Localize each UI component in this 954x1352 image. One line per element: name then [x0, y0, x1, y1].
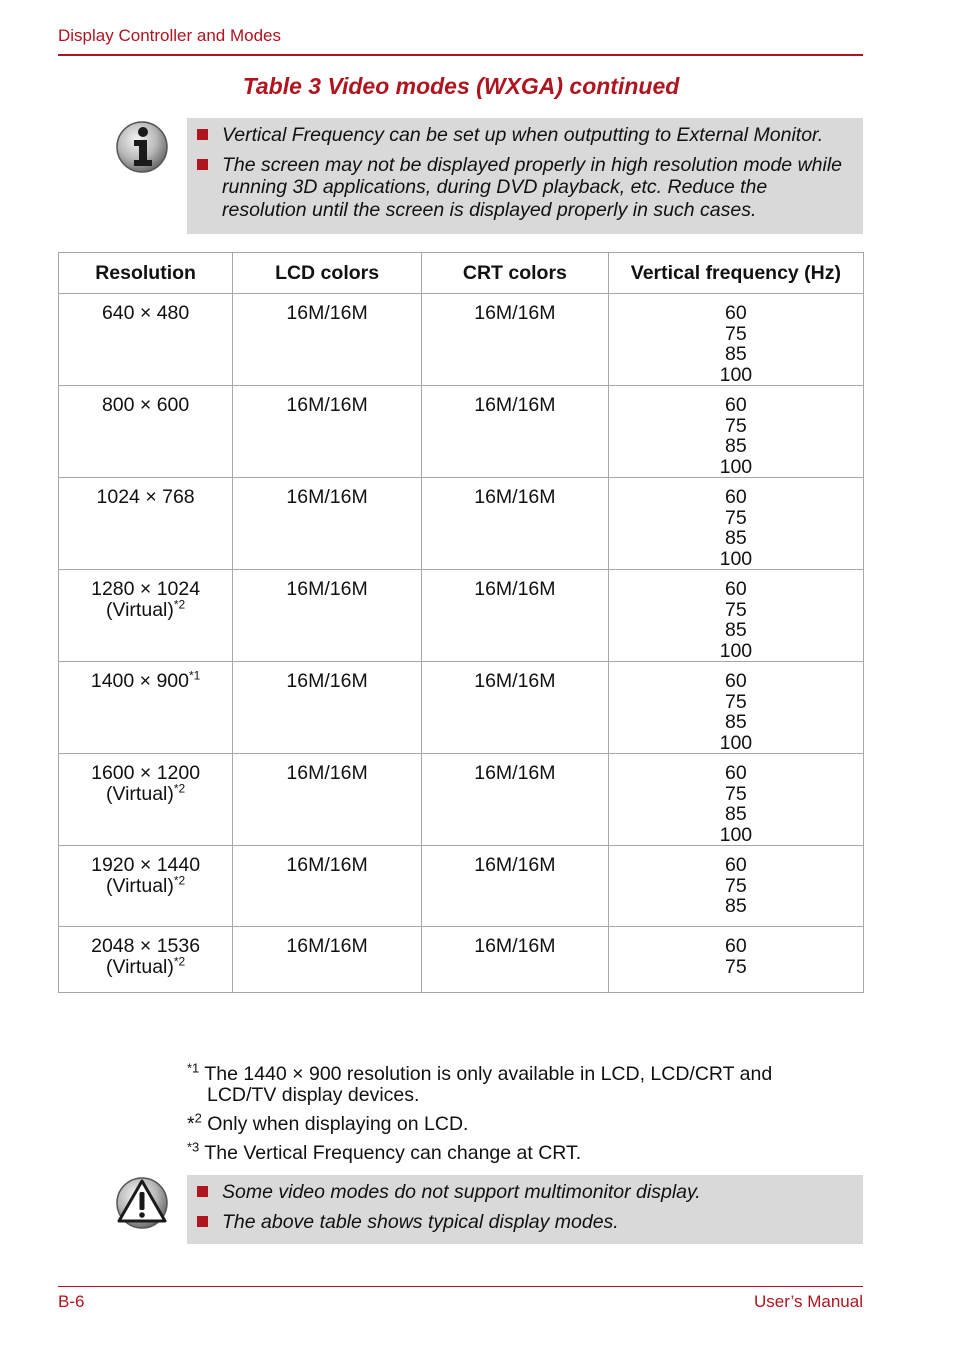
- resolution-value: 1280 × 1024: [91, 578, 201, 600]
- header-vertical-frequency: Vertical frequency (Hz): [608, 253, 863, 294]
- resolution-line: [59, 579, 232, 600]
- info-note-item: [195, 124, 853, 147]
- resolution-value: 1400 × 900: [90, 670, 189, 692]
- table-row: [59, 570, 864, 662]
- resolution-value: 1600 × 1200: [91, 762, 201, 784]
- frequency-value: 60: [725, 486, 747, 508]
- cell-resolution: [59, 662, 233, 754]
- footnote-ref: *2: [173, 597, 186, 611]
- resolution-value: 1920 × 1440: [91, 854, 201, 876]
- cell-resolution: [59, 478, 233, 570]
- table-row: [59, 294, 864, 386]
- resolution-value: 640 × 480: [101, 302, 190, 324]
- running-header: Display Controller and Modes: [58, 26, 281, 45]
- info-note-text: The screen may not be displayed properly in high resolution mode while running 3D applications, during DVD playback, etc. Reduce the resolution until the screen is displayed properly in such cases.: [222, 153, 843, 221]
- frequency-value: 60: [725, 394, 747, 416]
- resolution-value: 1024 × 768: [96, 486, 195, 508]
- table-row: [59, 386, 864, 478]
- table-header-row: [59, 253, 864, 294]
- frequency-value: 75: [725, 782, 747, 805]
- manual-name: User’s Manual: [754, 1292, 863, 1311]
- frequency-value: 100: [719, 363, 753, 386]
- frequency-value: 100: [719, 547, 753, 570]
- footnote-mark: *3: [187, 1139, 200, 1155]
- frequency-value: 75: [725, 322, 747, 345]
- frequency-value: 60: [725, 302, 747, 324]
- cell-vertical-frequency: [608, 386, 863, 478]
- cell-lcd-colors: 16M/16M: [233, 927, 422, 993]
- info-note-text: Vertical Frequency can be set up when outputting to External Monitor.: [222, 124, 824, 146]
- frequency-value: 60: [725, 578, 747, 600]
- page-number: B-6: [58, 1292, 85, 1311]
- square-bullet-icon: [197, 1216, 208, 1227]
- frequency-value: 85: [725, 895, 747, 917]
- resolution-note-line: [59, 873, 232, 897]
- frequency-value: 60: [725, 854, 747, 876]
- header-lcd-colors: LCD colors: [233, 253, 422, 294]
- resolution-note: (Virtual): [105, 955, 174, 978]
- resolution-note-line: [59, 781, 232, 805]
- frequency-value: 60: [725, 670, 747, 692]
- table-title-text: Table 3 Video modes (WXGA) continued: [242, 73, 680, 99]
- frequency-value: 75: [725, 955, 747, 978]
- frequency-value: 85: [725, 527, 747, 549]
- footnote-ref: *1: [188, 668, 201, 683]
- resolution-value: 800 × 600: [101, 394, 190, 416]
- table-row: [59, 846, 864, 927]
- frequency-value: 85: [725, 435, 747, 457]
- cell-vertical-frequency: [608, 570, 863, 662]
- cell-lcd-colors: 16M/16M: [233, 570, 422, 662]
- cell-vertical-frequency: [608, 294, 863, 386]
- cell-resolution: [59, 386, 233, 478]
- header-crt-colors: CRT colors: [421, 253, 608, 294]
- cell-resolution: [59, 846, 233, 927]
- table-row: [59, 754, 864, 846]
- footnote-ref: *2: [173, 954, 186, 968]
- square-bullet-icon: [197, 1186, 208, 1197]
- cell-vertical-frequency: [608, 846, 863, 927]
- footnote-ref: *2: [173, 781, 186, 795]
- square-bullet-icon: [197, 129, 208, 140]
- header-rule: [58, 54, 863, 56]
- caution-icon: [115, 1176, 169, 1230]
- info-note-item: [195, 154, 853, 222]
- footer-rule: [58, 1286, 863, 1287]
- cell-lcd-colors: 16M/16M: [233, 294, 422, 386]
- cell-crt-colors: 16M/16M: [421, 662, 608, 754]
- resolution-note: (Virtual): [105, 782, 174, 805]
- footnote-text: The 1440 × 900 resolution is only available in LCD, LCD/CRT and: [199, 1063, 773, 1085]
- frequency-value: 85: [725, 711, 747, 733]
- cell-resolution: [59, 754, 233, 846]
- cell-lcd-colors: 16M/16M: [233, 754, 422, 846]
- cell-vertical-frequency: [608, 662, 863, 754]
- caution-note-box: [187, 1175, 863, 1244]
- caution-note-text: The above table shows typical display modes.: [222, 1210, 619, 1233]
- resolution-value: 2048 × 1536: [91, 935, 201, 957]
- info-icon: [115, 120, 169, 174]
- footnote-continuation: LCD/TV display devices.: [207, 1084, 420, 1106]
- frequency-value: 100: [719, 455, 753, 478]
- frequency-value: 85: [725, 619, 747, 641]
- frequency-value: 100: [719, 639, 753, 662]
- cell-crt-colors: 16M/16M: [421, 927, 608, 993]
- cell-crt-colors: 16M/16M: [421, 754, 608, 846]
- frequency-value: 75: [725, 598, 747, 621]
- footnote-ref: *2: [173, 873, 186, 887]
- frequency-value: 85: [725, 803, 747, 825]
- footnote-2: [187, 1110, 847, 1135]
- cell-vertical-frequency: [608, 927, 863, 993]
- resolution-line: [59, 668, 232, 692]
- header-resolution: Resolution: [59, 253, 233, 294]
- resolution-note-line: [59, 597, 232, 621]
- cell-crt-colors: 16M/16M: [421, 294, 608, 386]
- square-bullet-icon: [197, 159, 208, 170]
- resolution-note-line: [59, 954, 232, 978]
- caution-note-text: Some video modes do not support multimonitor display.: [222, 1181, 701, 1203]
- footnote-text: Only when displaying on LCD.: [201, 1113, 469, 1135]
- cell-lcd-colors: 16M/16M: [233, 662, 422, 754]
- footnotes: [187, 1060, 847, 1172]
- resolution-line: [59, 395, 232, 416]
- resolution-line: [59, 303, 232, 324]
- frequency-value: 100: [719, 823, 753, 846]
- info-note-box: [187, 118, 863, 234]
- footnote-mark: *1: [187, 1060, 200, 1076]
- footnote-prefix: *: [187, 1113, 195, 1135]
- frequency-value: 100: [719, 731, 753, 754]
- footnote-text: The Vertical Frequency can change at CRT.: [199, 1142, 582, 1164]
- resolution-line: [59, 855, 232, 876]
- resolution-line: [59, 487, 232, 508]
- frequency-value: 75: [725, 414, 747, 437]
- cell-crt-colors: 16M/16M: [421, 478, 608, 570]
- resolution-line: [59, 936, 232, 957]
- table-row: [59, 927, 864, 993]
- frequency-value: 85: [725, 343, 747, 365]
- cell-resolution: [59, 570, 233, 662]
- frequency-value: 75: [725, 690, 747, 713]
- footnote-3: [187, 1139, 847, 1164]
- cell-lcd-colors: 16M/16M: [233, 478, 422, 570]
- table-title: [0, 73, 954, 100]
- footnote-mark: 2: [194, 1110, 202, 1126]
- cell-crt-colors: 16M/16M: [421, 846, 608, 927]
- table-row: [59, 662, 864, 754]
- cell-resolution: [59, 294, 233, 386]
- cell-lcd-colors: 16M/16M: [233, 386, 422, 478]
- cell-lcd-colors: 16M/16M: [233, 846, 422, 927]
- frequency-value: 60: [725, 762, 747, 784]
- table-row: [59, 478, 864, 570]
- caution-note-item: [195, 1181, 853, 1204]
- caution-note-item: [195, 1211, 853, 1234]
- cell-resolution: [59, 927, 233, 993]
- frequency-value: 75: [725, 874, 747, 897]
- resolution-note: (Virtual): [105, 598, 174, 621]
- cell-crt-colors: 16M/16M: [421, 386, 608, 478]
- footnote-1: [187, 1060, 847, 1106]
- cell-vertical-frequency: [608, 754, 863, 846]
- resolution-note: (Virtual): [105, 874, 174, 897]
- video-modes-table: [58, 252, 864, 993]
- cell-vertical-frequency: [608, 478, 863, 570]
- frequency-value: 75: [725, 506, 747, 529]
- resolution-line: [59, 763, 232, 784]
- frequency-value: 60: [725, 935, 747, 957]
- cell-crt-colors: 16M/16M: [421, 570, 608, 662]
